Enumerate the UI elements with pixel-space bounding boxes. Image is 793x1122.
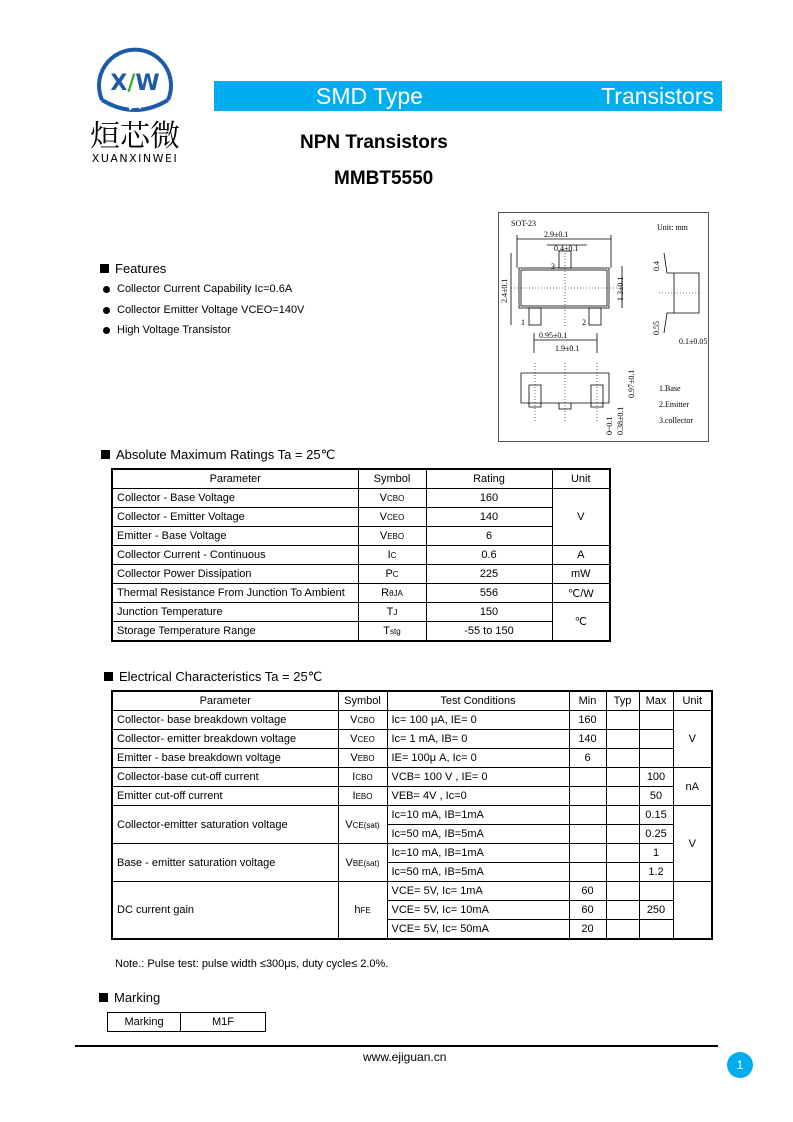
typ-cell	[606, 863, 639, 882]
marking-label: Marking	[108, 1013, 181, 1032]
min-cell: 60	[569, 882, 606, 901]
unit-cell: ℃	[552, 603, 610, 642]
symbol-cell: hFE	[338, 882, 387, 940]
unit-cell: V	[673, 711, 712, 768]
param-cell: Collector Current - Continuous	[112, 546, 358, 565]
page-number: 1	[727, 1052, 753, 1078]
svg-text:3: 3	[551, 262, 555, 271]
symbol-cell: VEBO	[338, 749, 387, 768]
typ-cell	[606, 806, 639, 825]
symbol-cell: ICBO	[338, 768, 387, 787]
unit-cell: V	[552, 489, 610, 546]
param-cell: Emitter cut-off current	[112, 787, 338, 806]
company-logo	[80, 38, 190, 168]
page-title: NPN Transistors	[300, 132, 448, 153]
table-row	[112, 584, 610, 603]
max-cell	[639, 730, 673, 749]
unit-cell: V	[673, 806, 712, 882]
unit-cell	[673, 882, 712, 940]
max-cell: 100	[639, 768, 673, 787]
footer-website[interactable]: www.ejiguan.cn	[363, 1050, 447, 1064]
min-cell	[569, 768, 606, 787]
svg-text:Unit: mm: Unit: mm	[657, 223, 688, 232]
svg-text:1.9±0.1: 1.9±0.1	[555, 344, 580, 353]
svg-text:X/W: X/W	[110, 71, 160, 96]
table-row	[112, 565, 610, 584]
table-header: Parameter Symbol Test Conditions Min Typ Max Unit	[112, 691, 712, 711]
rating-cell: 150	[426, 603, 552, 622]
symbol-cell: IEBO	[338, 787, 387, 806]
table-header: Parameter Symbol Rating Unit	[112, 469, 610, 489]
svg-text:2.9±0.1: 2.9±0.1	[544, 230, 569, 239]
param-cell: Collector-emitter saturation voltage	[112, 806, 338, 844]
svg-text:1.Base: 1.Base	[659, 384, 681, 393]
part-number: MMBT5550	[334, 168, 434, 189]
header-type: SMD Type	[316, 83, 423, 109]
symbol-cell: IC	[358, 546, 426, 565]
condition-cell: Ic= 1 mA, IB= 0	[387, 730, 569, 749]
symbol-cell: VEBO	[358, 527, 426, 546]
rating-cell: 0.6	[426, 546, 552, 565]
symbol-cell: Tstg	[358, 622, 426, 642]
typ-cell	[606, 920, 639, 940]
symbol-cell: TJ	[358, 603, 426, 622]
param-cell: Junction Temperature	[112, 603, 358, 622]
marking-heading: Marking	[99, 990, 160, 1005]
svg-text:1: 1	[521, 318, 525, 327]
condition-cell: VCE= 5V, Ic= 10mA	[387, 901, 569, 920]
rating-cell: 225	[426, 565, 552, 584]
unit-cell: nA	[673, 768, 712, 806]
header-banner	[214, 81, 722, 111]
condition-cell: VEB= 4V , Ic=0	[387, 787, 569, 806]
rating-cell: 160	[426, 489, 552, 508]
min-cell	[569, 825, 606, 844]
svg-text:1.3±0.1: 1.3±0.1	[616, 276, 625, 301]
param-cell: Collector - Base Voltage	[112, 489, 358, 508]
svg-text:0.97±0.1: 0.97±0.1	[627, 369, 636, 398]
elec-heading: Electrical Characteristics Ta = 25℃	[104, 669, 322, 685]
feature-item: Collector Current Capability Ic=0.6A	[103, 283, 292, 295]
max-cell: 0.15	[639, 806, 673, 825]
marking-table	[107, 1012, 266, 1032]
typ-cell	[606, 787, 639, 806]
param-cell: Collector - Emitter Voltage	[112, 508, 358, 527]
condition-cell: VCE= 5V, Ic= 50mA	[387, 920, 569, 940]
symbol-cell: VCEO	[338, 730, 387, 749]
table-row	[112, 546, 610, 565]
condition-cell: IE= 100μ A, Ic= 0	[387, 749, 569, 768]
table-row	[112, 603, 610, 622]
rating-cell: -55 to 150	[426, 622, 552, 642]
svg-text:0.95±0.1: 0.95±0.1	[539, 331, 568, 340]
max-cell	[639, 749, 673, 768]
condition-cell: Ic=50 mA, IB=5mA	[387, 825, 569, 844]
pulse-test-note: Note.: Pulse test: pulse width ≤300μs, duty cycle≤ 2.0%.	[115, 958, 389, 970]
unit-cell: A	[552, 546, 610, 565]
min-cell	[569, 863, 606, 882]
table-row	[112, 806, 712, 825]
table-row	[112, 749, 712, 768]
condition-cell: Ic=50 mA, IB=5mA	[387, 863, 569, 882]
param-cell: Collector-base cut-off current	[112, 768, 338, 787]
param-cell: Collector- emitter breakdown voltage	[112, 730, 338, 749]
param-cell: Collector Power Dissipation	[112, 565, 358, 584]
table-row	[112, 844, 712, 863]
table-row	[112, 882, 712, 901]
param-cell: Storage Temperature Range	[112, 622, 358, 642]
min-cell: 140	[569, 730, 606, 749]
symbol-cell: VCBO	[338, 711, 387, 730]
abs-max-heading: Absolute Maximum Ratings Ta = 25℃	[101, 447, 335, 463]
param-cell: Base - emitter saturation voltage	[112, 844, 338, 882]
min-cell: 20	[569, 920, 606, 940]
svg-text:0~0.1: 0~0.1	[605, 416, 614, 435]
param-cell: DC current gain	[112, 882, 338, 940]
min-cell: 6	[569, 749, 606, 768]
footer-divider	[75, 1045, 718, 1047]
svg-text:SOT-23: SOT-23	[511, 219, 537, 228]
param-cell: Collector- base breakdown voltage	[112, 711, 338, 730]
rating-cell: 556	[426, 584, 552, 603]
symbol-cell: PC	[358, 565, 426, 584]
param-cell: Thermal Resistance From Junction To Ambient	[112, 584, 358, 603]
svg-text:XUANXINWEI: XUANXINWEI	[91, 152, 179, 165]
max-cell	[639, 882, 673, 901]
rating-cell: 140	[426, 508, 552, 527]
min-cell	[569, 806, 606, 825]
svg-text:0.38±0.1: 0.38±0.1	[616, 406, 625, 435]
package-drawing	[498, 212, 709, 442]
unit-cell: ℃/W	[552, 584, 610, 603]
abs-max-table	[111, 468, 611, 642]
symbol-cell: RθJA	[358, 584, 426, 603]
svg-text:0.4±0.1: 0.4±0.1	[554, 244, 579, 253]
features-heading: Features	[100, 261, 166, 276]
min-cell: 160	[569, 711, 606, 730]
feature-item: High Voltage Transistor	[103, 324, 231, 336]
svg-text:0.1±0.05: 0.1±0.05	[679, 337, 708, 346]
svg-text:2: 2	[582, 318, 586, 327]
param-cell: Emitter - base breakdown voltage	[112, 749, 338, 768]
svg-text:2.4±0.1: 2.4±0.1	[500, 278, 509, 303]
svg-text:2.Emitter: 2.Emitter	[659, 400, 689, 409]
unit-cell: mW	[552, 565, 610, 584]
min-cell: 60	[569, 901, 606, 920]
typ-cell	[606, 749, 639, 768]
condition-cell: Ic=10 mA, IB=1mA	[387, 806, 569, 825]
table-row	[112, 508, 610, 527]
table-row	[112, 711, 712, 730]
symbol-cell: VCEO	[358, 508, 426, 527]
typ-cell	[606, 844, 639, 863]
max-cell: 1.2	[639, 863, 673, 882]
table-row	[112, 489, 610, 508]
svg-text:0.4: 0.4	[652, 261, 661, 271]
svg-text:烜芯微: 烜芯微	[90, 119, 180, 154]
table-row	[112, 527, 610, 546]
table-row	[112, 768, 712, 787]
min-cell	[569, 844, 606, 863]
condition-cell: VCB= 100 V , IE= 0	[387, 768, 569, 787]
typ-cell	[606, 901, 639, 920]
typ-cell	[606, 882, 639, 901]
typ-cell	[606, 711, 639, 730]
min-cell	[569, 787, 606, 806]
table-row	[112, 730, 712, 749]
typ-cell	[606, 768, 639, 787]
condition-cell: Ic= 100 μA, IE= 0	[387, 711, 569, 730]
condition-cell: VCE= 5V, Ic= 1mA	[387, 882, 569, 901]
symbol-cell: VCE(sat)	[338, 806, 387, 844]
condition-cell: Ic=10 mA, IB=1mA	[387, 844, 569, 863]
elec-table	[111, 690, 713, 940]
max-cell	[639, 711, 673, 730]
typ-cell	[606, 730, 639, 749]
max-cell: 1	[639, 844, 673, 863]
svg-text:3.collector: 3.collector	[659, 416, 693, 425]
svg-text:0.55: 0.55	[652, 321, 661, 335]
rating-cell: 6	[426, 527, 552, 546]
max-cell: 0.25	[639, 825, 673, 844]
max-cell: 250	[639, 901, 673, 920]
feature-item: Collector Emitter Voltage VCEO=140V	[103, 304, 304, 316]
typ-cell	[606, 825, 639, 844]
symbol-cell: VCBO	[358, 489, 426, 508]
marking-value: M1F	[181, 1013, 266, 1032]
max-cell: 50	[639, 787, 673, 806]
table-row	[112, 622, 610, 642]
max-cell	[639, 920, 673, 940]
header-category: Transistors	[601, 83, 714, 109]
table-row	[112, 787, 712, 806]
param-cell: Emitter - Base Voltage	[112, 527, 358, 546]
symbol-cell: VBE(sat)	[338, 844, 387, 882]
